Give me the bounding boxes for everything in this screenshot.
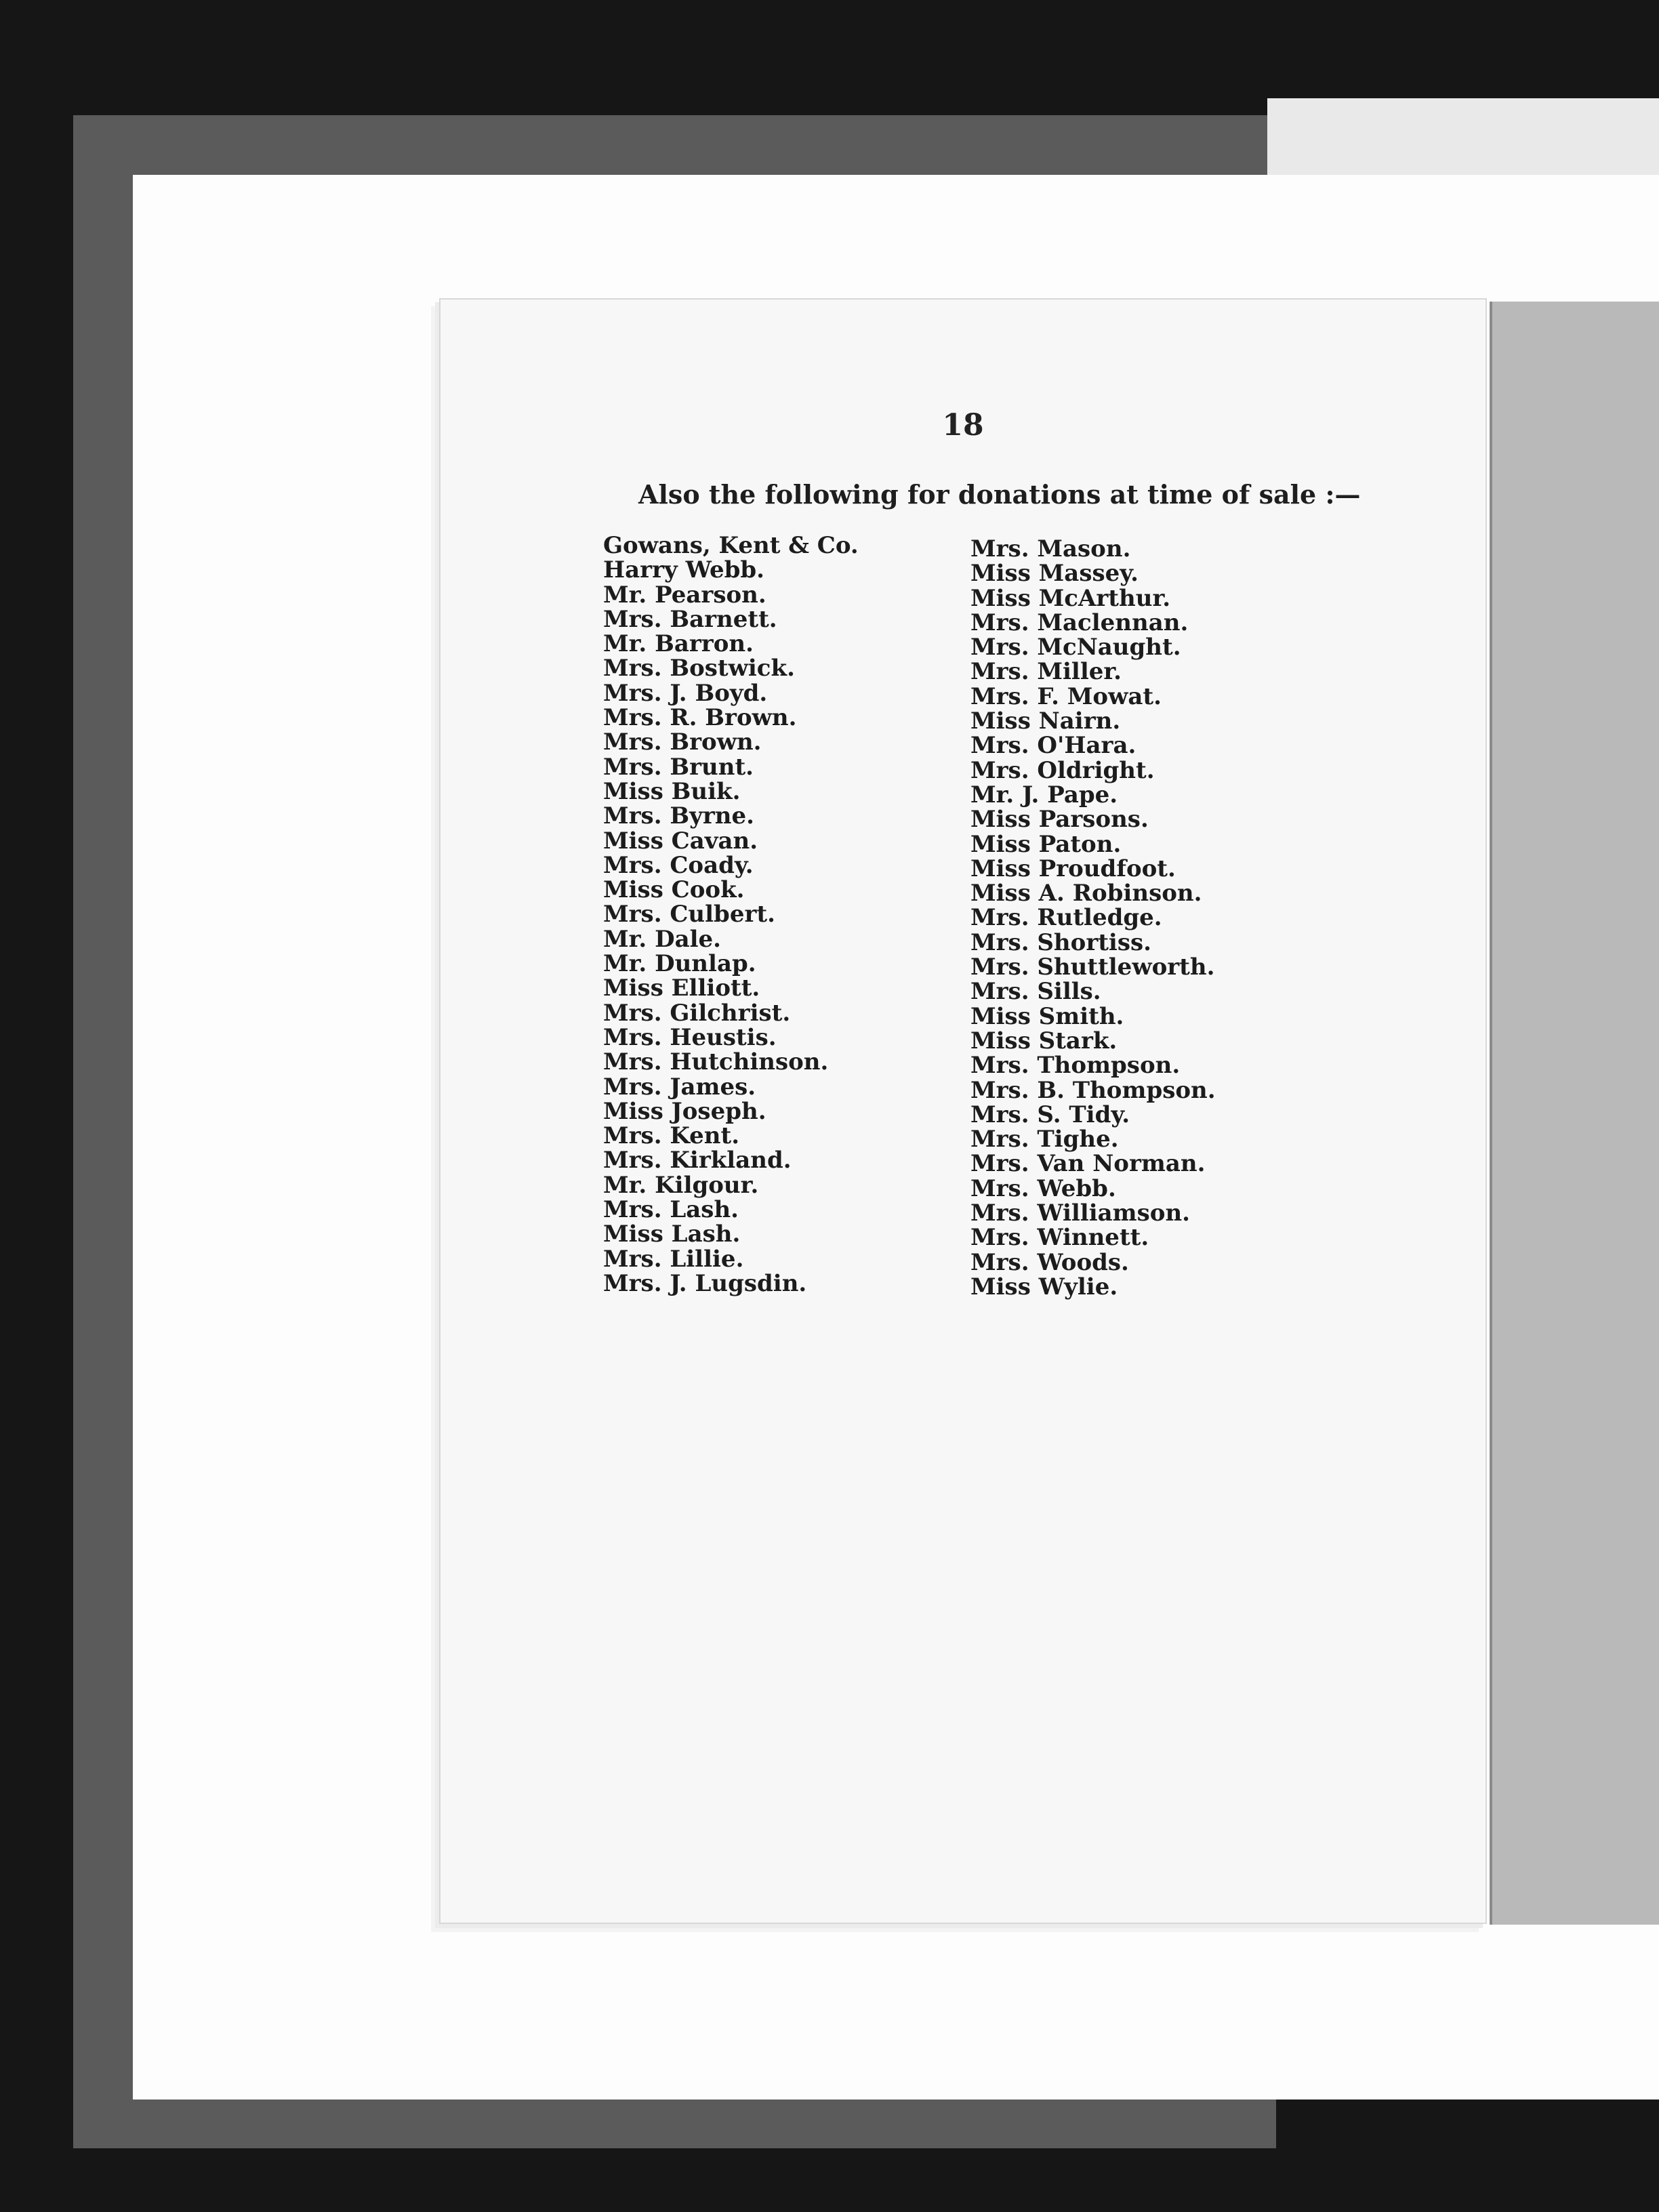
- donor-name: Mrs. Rutledge.: [970, 904, 1162, 932]
- donor-name: Mr. Pearson.: [603, 581, 766, 609]
- donor-name: Miss Cook.: [603, 876, 745, 904]
- donor-name: Mrs. Hutchinson.: [603, 1048, 829, 1076]
- donor-name: Gowans, Kent & Co.: [603, 532, 859, 559]
- donor-name: Mrs. Brunt.: [603, 753, 754, 781]
- donor-name: Mrs. Kent.: [603, 1122, 740, 1150]
- donor-name: Miss Parsons.: [970, 806, 1149, 834]
- page-heading: Also the following for donations at time of sale :—: [638, 479, 1361, 510]
- donor-name: Mrs. Thompson.: [970, 1052, 1181, 1080]
- donor-name: Miss Massey.: [970, 560, 1139, 588]
- donor-name: Miss Paton.: [970, 830, 1122, 858]
- donor-name: Mrs. Miller.: [970, 658, 1122, 686]
- donor-name: Mrs. J. Lugsdin.: [603, 1269, 807, 1297]
- donor-name: Miss Smith.: [970, 1002, 1124, 1030]
- donor-name: Mrs. Barnett.: [603, 605, 777, 633]
- donor-name: Mrs. Maclennan.: [970, 609, 1189, 636]
- donor-name: Mrs. Oldright.: [970, 756, 1155, 784]
- donor-name: Miss Proudfoot.: [970, 855, 1176, 882]
- donor-name: Mrs. F. Mowat.: [970, 682, 1162, 710]
- donor-name: Mrs. Kirkland.: [603, 1147, 792, 1174]
- donor-name: Mrs. R. Brown.: [603, 704, 797, 732]
- donor-name: Mrs. Webb.: [970, 1174, 1116, 1202]
- donor-name: Miss McArthur.: [970, 584, 1171, 612]
- donor-name: Miss Elliott.: [603, 975, 760, 1002]
- donor-name: Mrs. Culbert.: [603, 901, 775, 928]
- donor-name: Miss Wylie.: [970, 1273, 1118, 1300]
- donor-name: Miss Nairn.: [970, 708, 1121, 735]
- donor-list-left: [603, 533, 859, 1296]
- donor-name: Mrs. McNaught.: [970, 634, 1181, 661]
- donor-name: Mr. Dunlap.: [603, 950, 756, 978]
- donor-name: Mrs. Coady.: [603, 851, 754, 879]
- donor-name: Mr. J. Pape.: [970, 781, 1118, 808]
- donor-name: Miss Lash.: [603, 1221, 741, 1248]
- donor-name: Mrs. Woods.: [970, 1248, 1129, 1276]
- adjacent-page-edge: [1490, 302, 1659, 1925]
- document-page: [439, 298, 1487, 1924]
- donor-name: Mrs. O'Hara.: [970, 732, 1136, 760]
- donor-name: Mrs. Gilchrist.: [603, 999, 791, 1027]
- donor-name: Mrs. Heustis.: [603, 1023, 777, 1051]
- donor-name: Mrs. James.: [603, 1073, 756, 1101]
- donor-name: Miss Cavan.: [603, 827, 758, 855]
- top-edge-strip: [1267, 98, 1659, 186]
- donor-name: Mrs. Mason.: [970, 535, 1131, 562]
- donor-name: Miss Buik.: [603, 777, 741, 805]
- donor-name: Harry Webb.: [603, 556, 764, 584]
- donor-name: Miss Stark.: [970, 1027, 1118, 1054]
- donor-name: Mrs. Byrne.: [603, 802, 754, 830]
- donor-name: Mrs. J. Boyd.: [603, 679, 768, 707]
- donor-name: Mrs. Tighe.: [970, 1126, 1119, 1153]
- donor-name: Mrs. Brown.: [603, 729, 762, 756]
- donor-list-right: [970, 537, 1216, 1299]
- donor-name: Mrs. Lillie.: [603, 1245, 744, 1273]
- donor-name: Mrs. Shortiss.: [970, 928, 1151, 956]
- donor-name: Mrs. Williamson.: [970, 1200, 1190, 1227]
- donor-name: Mrs. Lash.: [603, 1196, 739, 1224]
- donor-name: Mrs. B. Thompson.: [970, 1076, 1216, 1104]
- donor-name: Miss Joseph.: [603, 1097, 766, 1125]
- donor-name: Mrs. Bostwick.: [603, 655, 795, 682]
- donor-name: Mrs. Sills.: [970, 978, 1101, 1006]
- donor-name: Mr. Barron.: [603, 630, 754, 658]
- donor-name: Mr. Kilgour.: [603, 1171, 759, 1199]
- donor-name: Miss A. Robinson.: [970, 880, 1202, 907]
- donor-name: Mrs. Shuttleworth.: [970, 954, 1215, 981]
- donor-name: Mr. Dale.: [603, 925, 722, 953]
- page-number: 18: [942, 408, 984, 443]
- donor-name: Mrs. Van Norman.: [970, 1150, 1206, 1178]
- donor-name: Mrs. Winnett.: [970, 1224, 1149, 1252]
- donor-name: Mrs. S. Tidy.: [970, 1101, 1130, 1128]
